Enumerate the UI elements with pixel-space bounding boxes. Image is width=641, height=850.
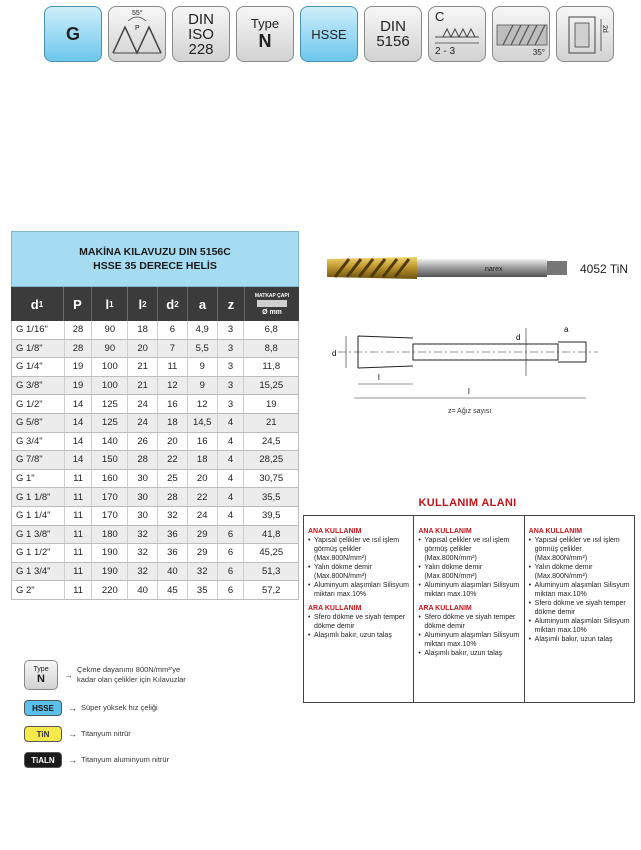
header-d2: d 2 (158, 287, 188, 321)
table-cell: 90 (92, 321, 128, 339)
table-cell: 41,8 (261, 528, 281, 540)
table-cell: 150 (92, 451, 128, 469)
tap-type-icon (236, 6, 294, 62)
table-cell: 45,25 (259, 547, 284, 559)
table-row (12, 470, 298, 489)
table-row (12, 451, 298, 470)
usage-item: • Sfero dökme ve siyah temper dökme demir (529, 599, 631, 617)
table-cell: 140 (92, 433, 128, 451)
usage-item: • Yapısal çelikler ve ısıl işlem görmüş çelikler (Max.800N/mm²) (529, 536, 631, 563)
table-cell: G 7/8" (12, 451, 65, 469)
header-a: a (188, 287, 218, 321)
din-number: 5156 (376, 33, 410, 50)
header-l2: l 2 (128, 287, 158, 321)
table-cell: 20 (158, 433, 188, 451)
table-cell: 18 (158, 414, 188, 432)
table-cell: 14 (65, 433, 93, 451)
table-cell: 12 (158, 377, 188, 395)
table-cell: 14 (65, 414, 93, 432)
thread-profile-icon (108, 6, 166, 62)
table-cell: 4 (218, 470, 245, 488)
table-cell: 30,75 (259, 473, 284, 485)
table-row (12, 507, 298, 526)
helix-icon (492, 6, 550, 62)
table-cell: 26 (128, 433, 158, 451)
table-cell: 24 (188, 507, 218, 525)
table-cell: 11,8 (262, 361, 281, 373)
table-cell: 3 (218, 358, 245, 376)
tialn-badge: TiALN (24, 752, 62, 768)
legend-tialn (24, 752, 186, 768)
table-title-line1: MAKİNA KILAVUZU DIN 5156C (79, 246, 231, 258)
table-cell: 3 (218, 340, 245, 358)
table-cell: 24,5 (261, 435, 281, 447)
table-cell: 14 (65, 451, 93, 469)
usage-item: • Yalın dökme demir (Max.800N/mm²) (529, 563, 631, 581)
table-title (11, 231, 299, 287)
table-cell: 32 (128, 544, 158, 562)
legend (24, 660, 186, 778)
table-row (12, 395, 298, 414)
a-label: a (564, 325, 569, 334)
drawing-note: z= Ağız sayısı (448, 408, 492, 415)
table-cell: 11 (158, 358, 188, 376)
table-cell: G 1 1/8" (12, 488, 65, 506)
drill-diameter-icon: MATKAP ÇAPI Ø mm (254, 292, 290, 316)
table-cell: 40 (128, 581, 158, 599)
table-cell: G 1 1/4" (12, 507, 65, 525)
table-cell: 40 (158, 563, 188, 581)
table-cell: G 3/8" (12, 377, 65, 395)
table-row (12, 358, 298, 377)
table-cell: 6 (158, 321, 188, 339)
table-cell: 11 (65, 544, 93, 562)
table-cell: 9 (188, 358, 218, 376)
table-cell: G 1/16" (12, 321, 65, 339)
table-cell: 11 (65, 507, 93, 525)
table-row (12, 433, 298, 452)
usage-column (304, 516, 414, 702)
table-cell: 28 (128, 451, 158, 469)
table-cell: 30 (128, 507, 158, 525)
type-value: N (258, 31, 272, 51)
table-cell: 9 (188, 377, 218, 395)
usage-item: • Yapısal çelikler ve ısıl işlem görmüş çelikler (Max.800N/mm²) (308, 536, 410, 563)
table-cell: 190 (92, 544, 128, 562)
table-cell: G 5/8" (12, 414, 65, 432)
usage-area (303, 515, 635, 703)
table-cell: G 1/8" (12, 340, 65, 358)
type-n-icon: Type N (24, 660, 58, 690)
table-cell: 21 (265, 417, 277, 429)
table-cell: G 1/2" (12, 395, 65, 413)
iso-number: 228 (188, 40, 214, 58)
table-cell: 22 (188, 488, 218, 506)
table-cell: G 1 1/2" (12, 544, 65, 562)
table-cell: 3 (218, 321, 245, 339)
table-cell: 90 (92, 340, 128, 358)
table-cell: G 1" (12, 470, 65, 488)
usage-item: • Aluminyum alaşımları Silisyum miktarı max.10% (308, 581, 410, 599)
shank-label: 2d (601, 25, 608, 33)
table-cell: 6 (218, 581, 245, 599)
table-cell: 20 (128, 340, 158, 358)
table-cell: 220 (92, 581, 128, 599)
legend-hsse (24, 700, 186, 716)
usage-title: KULLANIM ALANI (418, 497, 517, 509)
table-cell: 11 (65, 563, 93, 581)
table-cell: 100 (92, 377, 128, 395)
product-code: 4052 TiN (580, 262, 629, 276)
usage-item: • Aluminyum alaşımları Silisyum miktarı max.10% (418, 631, 520, 649)
table-cell: 6,8 (264, 324, 278, 336)
hsse-badge: HSSE (24, 700, 62, 716)
shank-icon (556, 6, 614, 62)
material-icon (300, 6, 358, 62)
chamfer-letter: C (435, 9, 445, 24)
table-cell: 170 (92, 488, 128, 506)
table-cell: 11 (65, 526, 93, 544)
legend-type-text: Çekme dayanımı 800N/mm²'ye kadar olan çelikler için Kılavuzlar (77, 665, 186, 684)
table-cell: 3 (218, 395, 245, 413)
table-cell: 170 (92, 507, 128, 525)
table-row (12, 321, 298, 340)
table-cell: 6 (218, 544, 245, 562)
table-cell: 32 (128, 526, 158, 544)
usage-item: • Yalın dökme demir (Max.800N/mm²) (418, 563, 520, 581)
table-cell: 30 (128, 470, 158, 488)
table-cell: 32 (158, 507, 188, 525)
header-d1: d 1 (11, 287, 64, 321)
tin-badge: TiN (24, 726, 62, 742)
d1-label: d (332, 349, 337, 358)
table-cell: 8,8 (264, 342, 278, 354)
table-cell: 18 (188, 451, 218, 469)
table-cell: 4 (218, 507, 245, 525)
table-cell: 28,25 (259, 454, 284, 466)
usage-item: • Sfero dökme ve siyah temper dökme demir (308, 613, 410, 631)
table-cell: G 1 3/8" (12, 526, 65, 544)
table-cell: 190 (92, 563, 128, 581)
dimension-table (11, 231, 299, 600)
type-label: Type (250, 16, 280, 31)
table-cell: 15,25 (259, 380, 284, 392)
din-standard-icon (364, 6, 422, 62)
secondary-usage-heading: ARA KULLANIM (308, 605, 362, 612)
angle-label: 55° (132, 10, 143, 17)
table-cell: 3 (218, 377, 245, 395)
helix-angle-label: 35° (532, 48, 545, 57)
usage-item: • Yalın dökme demir (Max.800N/mm²) (308, 563, 410, 581)
table-cell: 57,2 (261, 584, 281, 596)
table-row (12, 526, 298, 545)
tap-product-image (325, 253, 570, 283)
spec-icon-strip (44, 6, 614, 62)
table-cell: 6 (218, 526, 245, 544)
chamfer-range: 2 - 3 (435, 46, 456, 57)
l1-label: l (468, 387, 470, 396)
chamfer-icon (428, 6, 486, 62)
table-cell: 29 (188, 544, 218, 562)
usage-item: • Sfero dökme ve siyah temper dökme demir (418, 613, 520, 631)
thread-type-icon (44, 6, 102, 62)
table-cell: 51,3 (261, 566, 281, 578)
legend-tin-text: Titanyum nitrür (81, 729, 131, 738)
l2-label: l (378, 373, 380, 382)
usage-item: • Aluminyum alaşımları Silisyum miktarı max.10% (418, 581, 520, 599)
usage-column (525, 516, 634, 702)
table-cell: G 1/4" (12, 358, 65, 376)
table-cell: 100 (92, 358, 128, 376)
header-drill-diameter (245, 287, 299, 321)
table-cell: 20 (188, 470, 218, 488)
material-label: HSSE (311, 26, 347, 42)
table-cell: 16 (158, 395, 188, 413)
table-cell: 4 (218, 488, 245, 506)
brand-mark: narex (485, 266, 503, 273)
table-row (12, 377, 298, 396)
table-cell: 5,5 (188, 340, 218, 358)
table-cell: G 1 3/4" (12, 563, 65, 581)
table-cell: 21 (128, 358, 158, 376)
table-header (11, 287, 299, 321)
table-cell: 4 (218, 451, 245, 469)
table-row (12, 488, 298, 507)
main-usage-heading: ANA KULLANIM (418, 528, 472, 535)
table-title-line2: HSSE 35 DERECE HELİS (93, 260, 217, 272)
legend-tialn-text: Titanyum aluminyum nitrür (81, 755, 170, 764)
table-row (12, 340, 298, 359)
d2-label: d (516, 333, 521, 342)
usage-column (414, 516, 524, 702)
table-cell: 14 (65, 395, 93, 413)
table-cell: 125 (92, 395, 128, 413)
table-cell: 18 (128, 321, 158, 339)
table-cell: G 3/4" (12, 433, 65, 451)
table-cell: 35,5 (261, 491, 281, 503)
table-cell: 19 (65, 358, 93, 376)
table-cell: 29 (188, 526, 218, 544)
table-row (12, 544, 298, 563)
table-cell: 32 (188, 563, 218, 581)
iso-line: ISO (188, 25, 214, 43)
table-cell: 28 (65, 321, 93, 339)
legend-type-n (24, 660, 186, 690)
table-cell: 16 (188, 433, 218, 451)
table-cell: 160 (92, 470, 128, 488)
legend-tin (24, 726, 186, 742)
usage-item: • Aluminyum alaşımları Silisyum miktarı max.10% (529, 581, 631, 599)
table-cell: 19 (65, 377, 93, 395)
table-cell: G 2" (12, 581, 65, 599)
secondary-usage-heading: ARA KULLANIM (418, 605, 472, 612)
table-cell: 180 (92, 526, 128, 544)
header-p: P (64, 287, 92, 321)
usage-item: • Yapısal çelikler ve ısıl işlem görmüş çelikler (Max.800N/mm²) (418, 536, 520, 563)
header-l1: l 1 (92, 287, 128, 321)
header-z: z (218, 287, 245, 321)
arrow-icon: → (64, 670, 73, 680)
table-cell: 35 (188, 581, 218, 599)
table-cell: 7 (158, 340, 188, 358)
table-cell: 125 (92, 414, 128, 432)
din-iso-standard-icon (172, 6, 230, 62)
table-cell: 39,5 (261, 510, 281, 522)
table-body (11, 321, 299, 600)
table-cell: 25 (158, 470, 188, 488)
din-label: DIN (380, 18, 406, 35)
table-cell: 12 (188, 395, 218, 413)
table-cell: 24 (128, 414, 158, 432)
table-cell: 30 (128, 488, 158, 506)
usage-item: • Aluminyum alaşımları Silisyum miktarı max.10% (529, 617, 631, 635)
table-cell: 45 (158, 581, 188, 599)
legend-hsse-text: Süper yüksek hız çeliği (81, 703, 158, 712)
main-usage-heading: ANA KULLANIM (528, 528, 583, 535)
table-cell: 32 (128, 563, 158, 581)
table-cell: 6 (218, 563, 245, 581)
table-row (12, 414, 298, 433)
table-row (12, 563, 298, 582)
table-cell: 19 (265, 398, 277, 410)
arrow-icon: → (68, 703, 77, 713)
table-cell: 22 (158, 451, 188, 469)
table-cell: 11 (65, 581, 93, 599)
table-cell: 4 (218, 414, 245, 432)
table-cell: 14,5 (188, 414, 218, 432)
arrow-icon: → (68, 729, 77, 739)
din-line: DIN (188, 10, 214, 28)
arrow-icon: → (68, 755, 77, 765)
table-cell: 28 (158, 488, 188, 506)
table-cell: 36 (158, 544, 188, 562)
main-usage-heading: ANA KULLANIM (308, 528, 362, 535)
table-row (12, 581, 298, 600)
usage-item: • Alaşımlı bakır, uzun talaş (529, 635, 631, 644)
usage-item: • Alaşımlı bakır, uzun talaş (308, 631, 410, 640)
table-cell: 36 (158, 526, 188, 544)
table-cell: 24 (128, 395, 158, 413)
table-cell: 11 (65, 470, 93, 488)
table-cell: 4,9 (188, 321, 218, 339)
thread-letter: G (65, 23, 80, 44)
usage-item: • Alaşımlı bakır, uzun talaş (418, 649, 520, 658)
table-cell: 4 (218, 433, 245, 451)
table-cell: 11 (65, 488, 93, 506)
table-cell: 21 (128, 377, 158, 395)
pitch-label: P (135, 25, 140, 32)
table-cell: 28 (65, 340, 93, 358)
